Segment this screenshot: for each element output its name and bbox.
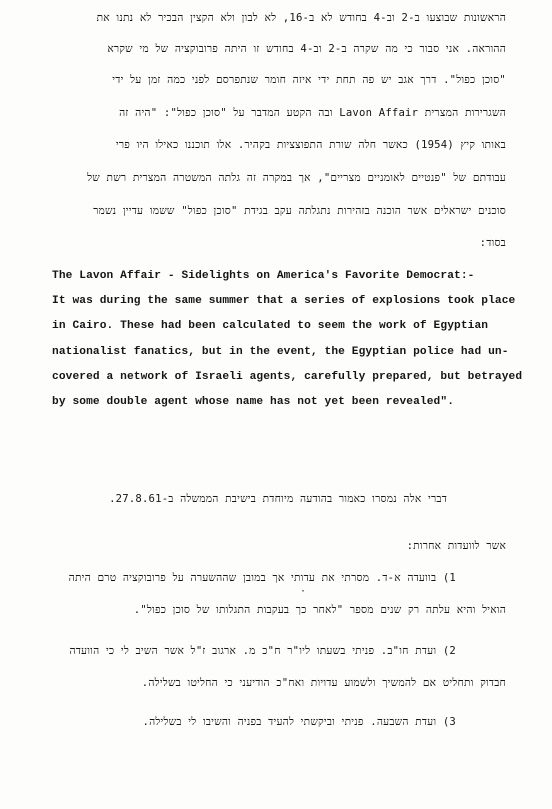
list-item-line: 3) ועדת השבעה. פניתי וביקשתי להעיד בפניה והשיבו לי בשלילה.: [142, 716, 456, 728]
english-quote-line: in Cairo. These had been calculated to seem the work of Egyptian: [52, 320, 489, 332]
hebrew-line: דברי אלה נמסרו כאמור בהודעה מיוחדת בישיבת הממשלה ב-27.8.61.: [109, 493, 447, 505]
english-quote-line: by some double agent whose name has not yet been revealed".: [52, 396, 455, 408]
list-item-line: הואיל והיא עלתה רק שנים מספר "לאחר כך בעקבות התגלותו של סוכן כפול".: [133, 604, 506, 616]
english-quote-title: The Lavon Affair - Sidelights on America's Favorite Democrat:-: [52, 270, 475, 282]
hebrew-line: ההוראה. אני סבור כי מה שקרה ב-2 וב-4 בחודש זו היתה פרובוקציה של מי שקרא: [107, 43, 506, 55]
hebrew-line: סוכנים ישראלים אשר הוכנה בזהירות נתגלתה עקב בגידת "סוכן כפול" ששמו עדיין נשמר: [93, 205, 506, 217]
speck-mark: ·: [300, 586, 307, 597]
english-quote-line: covered a network of Israeli agents, carefully prepared, but betrayed: [52, 371, 523, 383]
hebrew-line: הראשונות שבוצעו ב-2 וב-4 בחודש לא ב-16, לא לבון ולא הקצין הבכיר לא נתנו את: [96, 12, 506, 24]
list-item-line: חבדוק ותחליט אם להמשיך ולשמוע עדויות ואח"כ הודיעני כי החליטו בשלילה.: [141, 677, 506, 689]
hebrew-line: השגרירות המצרית Lavon Affair ובה הקטע המדבר על "סוכן כפול": "היה זה: [119, 107, 506, 119]
hebrew-line: עבודתם של "פנטיים לאומניים מצריים", אך במקרה זה גלתה המשטרה המצרית רשת של: [87, 172, 506, 184]
hebrew-line: בסוד:: [479, 237, 506, 249]
section-heading: אשר לוועדות אחרות:: [406, 540, 506, 552]
list-item-line: 1) בוועדה א-ד. מסרתי את עדותי אך במובן שההשערה על פרובוקציה טרם היתה: [68, 572, 456, 584]
hebrew-line: "סוכן כפול". דרך אגב יש פה תחת ידי איזה חומר שנתפרסם לפני כמה זמן על ידי: [112, 74, 506, 86]
list-item-line: 2) ועדת חו"ב. פניתי בשעתו ליו"ר ח"כ מ. ארגוב ז"ל אשר השיב לי כי הוועדה: [69, 645, 456, 657]
hebrew-line: באותו קיץ (1954) כאשר חלה שורת התפוצציות בקהיר. אלו תוכננו כאילו היו פרי: [115, 139, 506, 151]
english-quote-line: It was during the same summer that a series of explosions took place: [52, 295, 516, 307]
english-quote-line: nationalist fanatics, but in the event, the Egyptian police had un-: [52, 346, 509, 358]
